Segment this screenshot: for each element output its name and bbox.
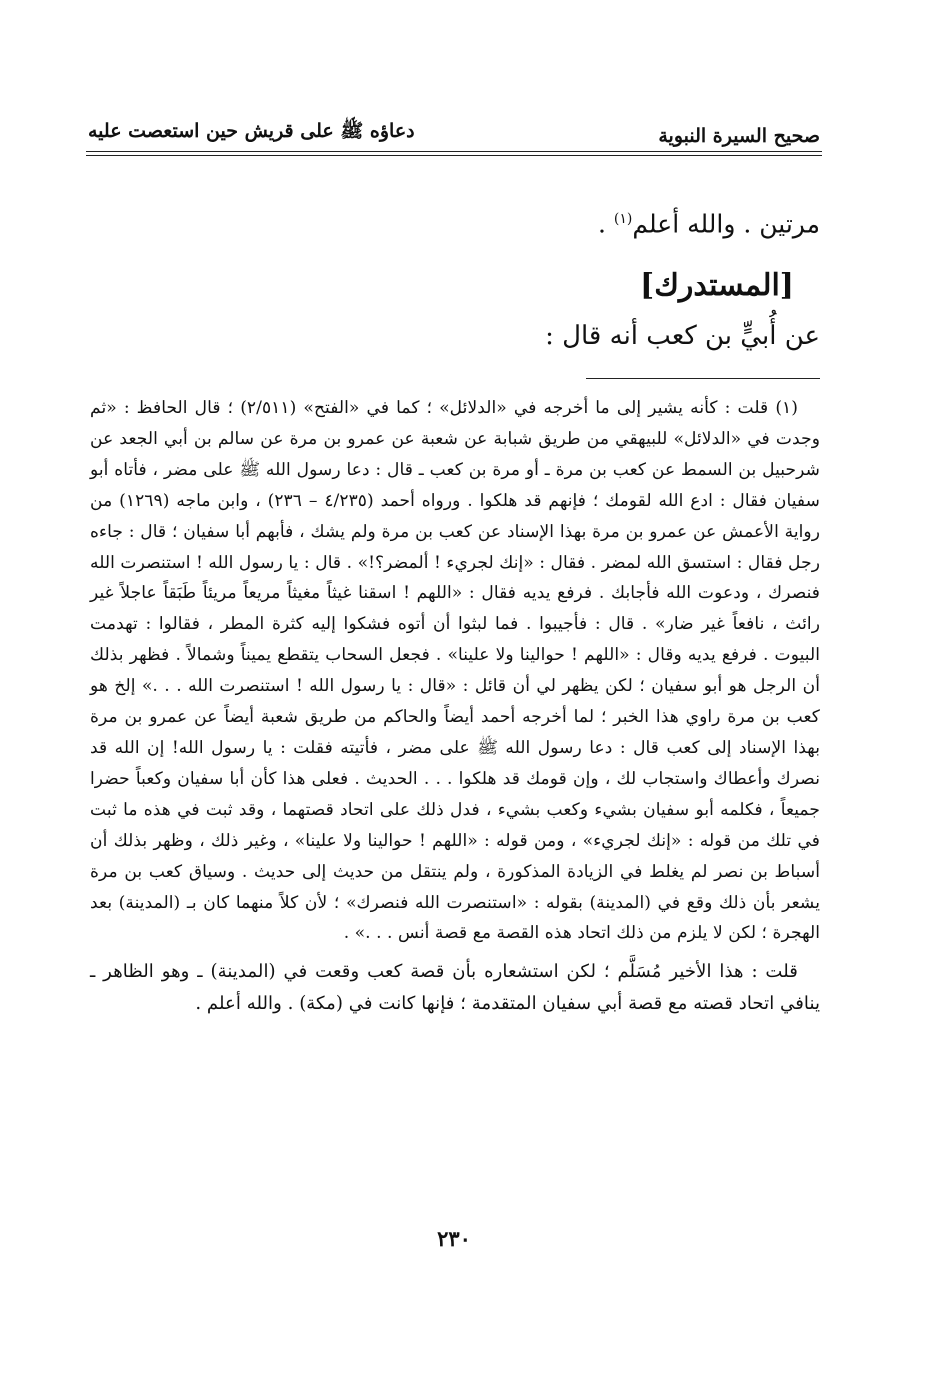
hadith-intro: عن أُبيٍّ بن كعب أنه قال : (545, 321, 820, 352)
footnote-1: (١) قلت : كأنه يشير إلى ما أخرجه في «الدلائل» ؛ كما في «الفتح» (٢/٥١١) ؛ قال الحافظ : «ثم وجدت في «الدلائل» للبيهقي من طريق شبابة عن شعبة عن عمرو بن مرة عن سالم بن أبي الجعد عن شرحبيل بن السمط عن كعب بن مرة ـ أو مرة بن كعب ـ قال : دعا رسول الله ﷺ على مضر ، فأتاه أبو سفيان فقال : ادع الله لقومك ؛ فإنهم قد هلكوا . ورواه أحمد (٤/٢٣٥ – ٢٣٦) ، وابن ماجه (١٢٦٩) من رواية الأعمش عن عمرو بن مرة بهذا الإسناد عن كعب بن مرة ولم يشك ، فأبهم أبا سفيان ؛ قال : جاءه رجل فقال : استسق الله لمضر . فقال : «إنك لجريء ! ألمضر؟!» . قال : يا رسول الله ! استنصرت الله فنصرك ، ودعوت الله فأجابك . فرفع يديه فقال : «اللهم ! اسقنا غيثاً مغيثاً مريعاً مريئاً طَبَقاً عاجلاً غير رائث ، نافعاً غير ضار» . قال : فأجيبوا . فما لبثوا أن أتوه فشكوا إليه كثرة المطر ، فقالوا : تهدمت البيوت . فرفع يديه وقال : «اللهم ! حوالينا ولا علينا» . فجعل السحاب يتقطع يميناً وشمالاً . فظهر بذلك أن الرجل هو أبو سفيان ؛ لكن يظهر لي أن قائل : «قال : يا رسول الله ! استنصرت الله . . .» إلخ هو كعب بن مرة راوي هذا الخبر ؛ لما أخرجه أحمد أيضاً والحاكم من طريق شعبة أيضاً عن عمرو بن مرة بهذا الإسناد إلى كعب قال : دعا رسول الله ﷺ على مضر ، فأتيته فقلت : يا رسول الله! إن الله قد نصرك وأعطاك واستجاب لك ، وإن قومك قد هلكوا . . . الحديث . فعلى هذا كأن أبا سفيان وكعباً حضرا جميعاً ، فكلمه أبو سفيان بشيء وكعب بشيء ، فدل ذلك على اتحاد قصتهما ، وقد ثبت في هذه ما ثبت في تلك من قوله : «إنك لجريء» ، ومن قوله : «اللهم ! حوالينا ولا علينا» ، وغير ذلك ، وظهر بذلك أن أسباط بن نصر لم يغلط في الزيادة المذكورة ، ولم ينتقل من حديث إلى حديث . وسياق كعب بن مرة يشعر بأن ذلك وقع في (المدينة) بقوله : «استنصرت الله فنصرك» ؛ لأن كلاً منهما كان بـ (المدينة) بعد الهجرة ؛ لكن لا يلزم من ذلك اتحاد هذه القصة مع قصة أنس . . .» . (90, 398, 820, 944)
page-number: ٢٣٠ (437, 1226, 471, 1251)
section-title: [المستدرك] (640, 268, 794, 304)
main-line-1-end: . (598, 209, 614, 239)
main-text (90, 196, 820, 359)
main-line-1 (90, 196, 820, 247)
main-line-1-text: مرتين . والله أعلم (632, 209, 820, 239)
chapter-title: دعاؤه ﷺ على قريش حين استعصت عليه (88, 120, 415, 142)
header-rule (86, 151, 822, 156)
running-header (88, 113, 820, 147)
book-title: صحيح السيرة النبوية (658, 125, 820, 147)
footnote-reference: (١) (613, 211, 633, 227)
footnote-separator (586, 378, 820, 379)
footnotes (90, 393, 820, 1020)
footnote-2: قلت : هذا الأخير مُسَلَّم ؛ لكن استشعاره بأن قصة كعب وقعت في (المدينة) ـ وهو الظاهر ـ ينافي اتحاد قصته مع قصة أبي سفيان المتقدمة ؛ فإنها كانت في (مكة) . والله أعلم . (90, 961, 820, 1015)
